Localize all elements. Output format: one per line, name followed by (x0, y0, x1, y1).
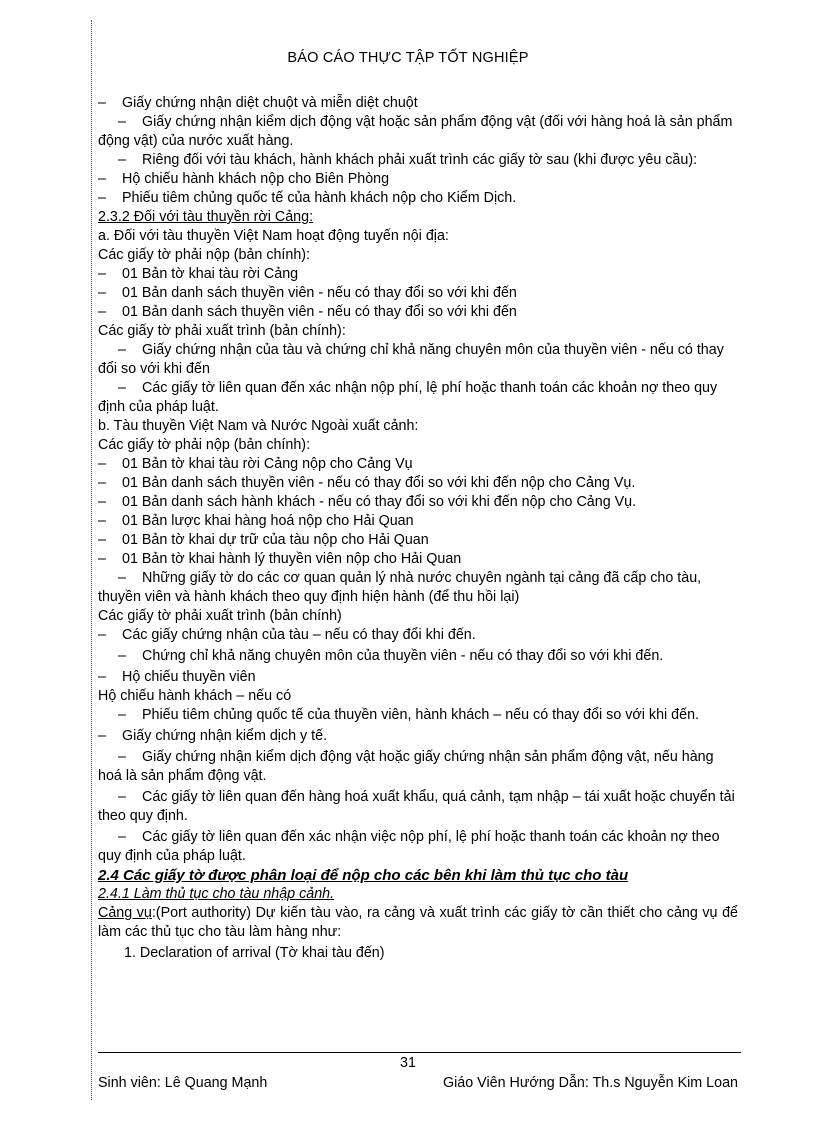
list-item: – Giấy chứng nhận diệt chuột và miễn diệt chuột (98, 95, 418, 111)
list-item: – 01 Bản danh sách thuyền viên - nếu có thay đổi so với khi đến (98, 285, 517, 301)
subsection-b: b. Tàu thuyền Việt Nam và Nước Ngoài xuất cảnh: (98, 418, 419, 434)
list-item: – Các giấy tờ liên quan đến xác nhận việc nộp phí, lệ phí hoặc thanh toán các khoản nợ theo quy định của pháp luật. (98, 829, 720, 864)
list-item: – Giấy chứng nhận kiểm dịch y tế. (98, 728, 328, 744)
footer-rule (98, 1052, 741, 1053)
subsection-a: a. Đối với tàu thuyền Việt Nam hoạt động tuyến nội địa: (98, 228, 449, 244)
list-item: – Các giấy tờ liên quan đến hàng hoá xuất khẩu, quá cảnh, tạm nhập – tái xuất hoặc chuyển tải theo quy định. (98, 789, 735, 824)
list-item: – Những giấy tờ do các cơ quan quản lý nhà nước chuyên ngành tại cảng đã cấp cho tàu, thuyền viên và hành khách theo quy định hiện hành (để thu hồi lại) (98, 570, 702, 605)
list-item: – Giấy chứng nhận của tàu và chứng chỉ khả năng chuyên môn của thuyền viên - nếu có thay đổi so với khi đến (98, 342, 724, 377)
list-item: – 01 Bản lược khai hàng hoá nộp cho Hải Quan (98, 513, 414, 529)
section-heading-2-3-2: 2.3.2 Đối với tàu thuyền rời Cảng: (98, 209, 314, 225)
list-item: – Hộ chiếu thuyền viên (98, 669, 256, 685)
section-heading-2-4: 2.4 Các giấy tờ được phân loại để nộp cho các bên khi làm thủ tục cho tàu (98, 867, 629, 884)
list-item: – Các giấy tờ liên quan đến xác nhận nộp phí, lệ phí hoặc thanh toán các khoản nợ theo quy định của pháp luật. (98, 380, 718, 415)
list-item: – 01 Bản danh sách hành khách - nếu có thay đổi so với khi đến nộp cho Cảng Vụ. (98, 494, 637, 510)
list-item: – Phiếu tiêm chủng quốc tế của hành khách nộp cho Kiểm Dịch. (98, 190, 517, 206)
footer-advisor: Giáo Viên Hướng Dẫn: Th.s Nguyễn Kim Loan (443, 1075, 738, 1091)
term-cang-vu: Cảng vụ (98, 905, 152, 921)
list-item: – Các giấy chứng nhận của tàu – nếu có thay đổi khi đến. (98, 627, 476, 643)
section-heading-2-4-1: 2.4.1 Làm thủ tục cho tàu nhập cảnh. (98, 886, 335, 902)
paragraph: Hộ chiếu hành khách – nếu có (98, 688, 292, 704)
page-number: 31 (400, 1055, 416, 1071)
left-margin-dotted-rule (91, 20, 92, 1100)
document-body (98, 94, 738, 963)
page-header-title: BÁO CÁO THỰC TẬP TỐT NGHIỆP (287, 50, 529, 66)
list-item: – Hộ chiếu hành khách nộp cho Biên Phòng (98, 171, 390, 187)
list-item: – Chứng chỉ khả năng chuyên môn của thuyền viên - nếu có thay đổi so với khi đến. (118, 648, 664, 664)
list-item: – 01 Bản tờ khai dự trữ của tàu nộp cho Hải Quan (98, 532, 429, 548)
list-item: – Giấy chứng nhận kiểm dịch động vật hoặc giấy chứng nhận sản phẩm động vật, nếu hàng hoá là sản phẩm động vật. (98, 749, 714, 784)
list-item: – 01 Bản danh sách thuyền viên - nếu có thay đổi so với khi đến (98, 304, 517, 320)
list-item: – Phiếu tiêm chủng quốc tế của thuyền viên, hành khách – nếu có thay đổi so với khi đến. (118, 707, 699, 723)
list-item: – 01 Bản tờ khai tàu rời Cảng nộp cho Cảng Vụ (98, 456, 413, 472)
paragraph: Các giấy tờ phải xuất trình (bản chính) (98, 608, 342, 624)
paragraph: Các giấy tờ phải xuất trình (bản chính): (98, 323, 346, 339)
paragraph: Các giấy tờ phải nộp (bản chính): (98, 437, 311, 453)
list-item: – 01 Bản tờ khai hành lý thuyền viên nộp cho Hải Quan (98, 551, 462, 567)
list-item: – Riêng đối với tàu khách, hành khách phải xuất trình các giấy tờ sau (khi được yêu cầu): (118, 152, 698, 168)
list-item: – 01 Bản danh sách thuyền viên - nếu có thay đổi so với khi đến nộp cho Cảng Vụ. (98, 475, 636, 491)
paragraph-port-authority: Cảng vụ:(Port authority) Dự kiến tàu vào, ra cảng và xuất trình các giấy tờ cần thiết cho cảng vụ để làm các thủ tục cho tàu làm hàng như: (98, 905, 738, 940)
numbered-item: 1. Declaration of arrival (Tờ khai tàu đến) (124, 945, 385, 961)
list-item: – 01 Bản tờ khai tàu rời Cảng (98, 266, 299, 282)
footer-student: Sinh viên: Lê Quang Mạnh (98, 1075, 268, 1091)
paragraph: Các giấy tờ phải nộp (bản chính): (98, 247, 311, 263)
list-item: – Giấy chứng nhận kiểm dịch động vật hoặc sản phẩm động vật (đối với hàng hoá là sản phẩm động vật) của nước xuất hàng. (98, 114, 733, 149)
